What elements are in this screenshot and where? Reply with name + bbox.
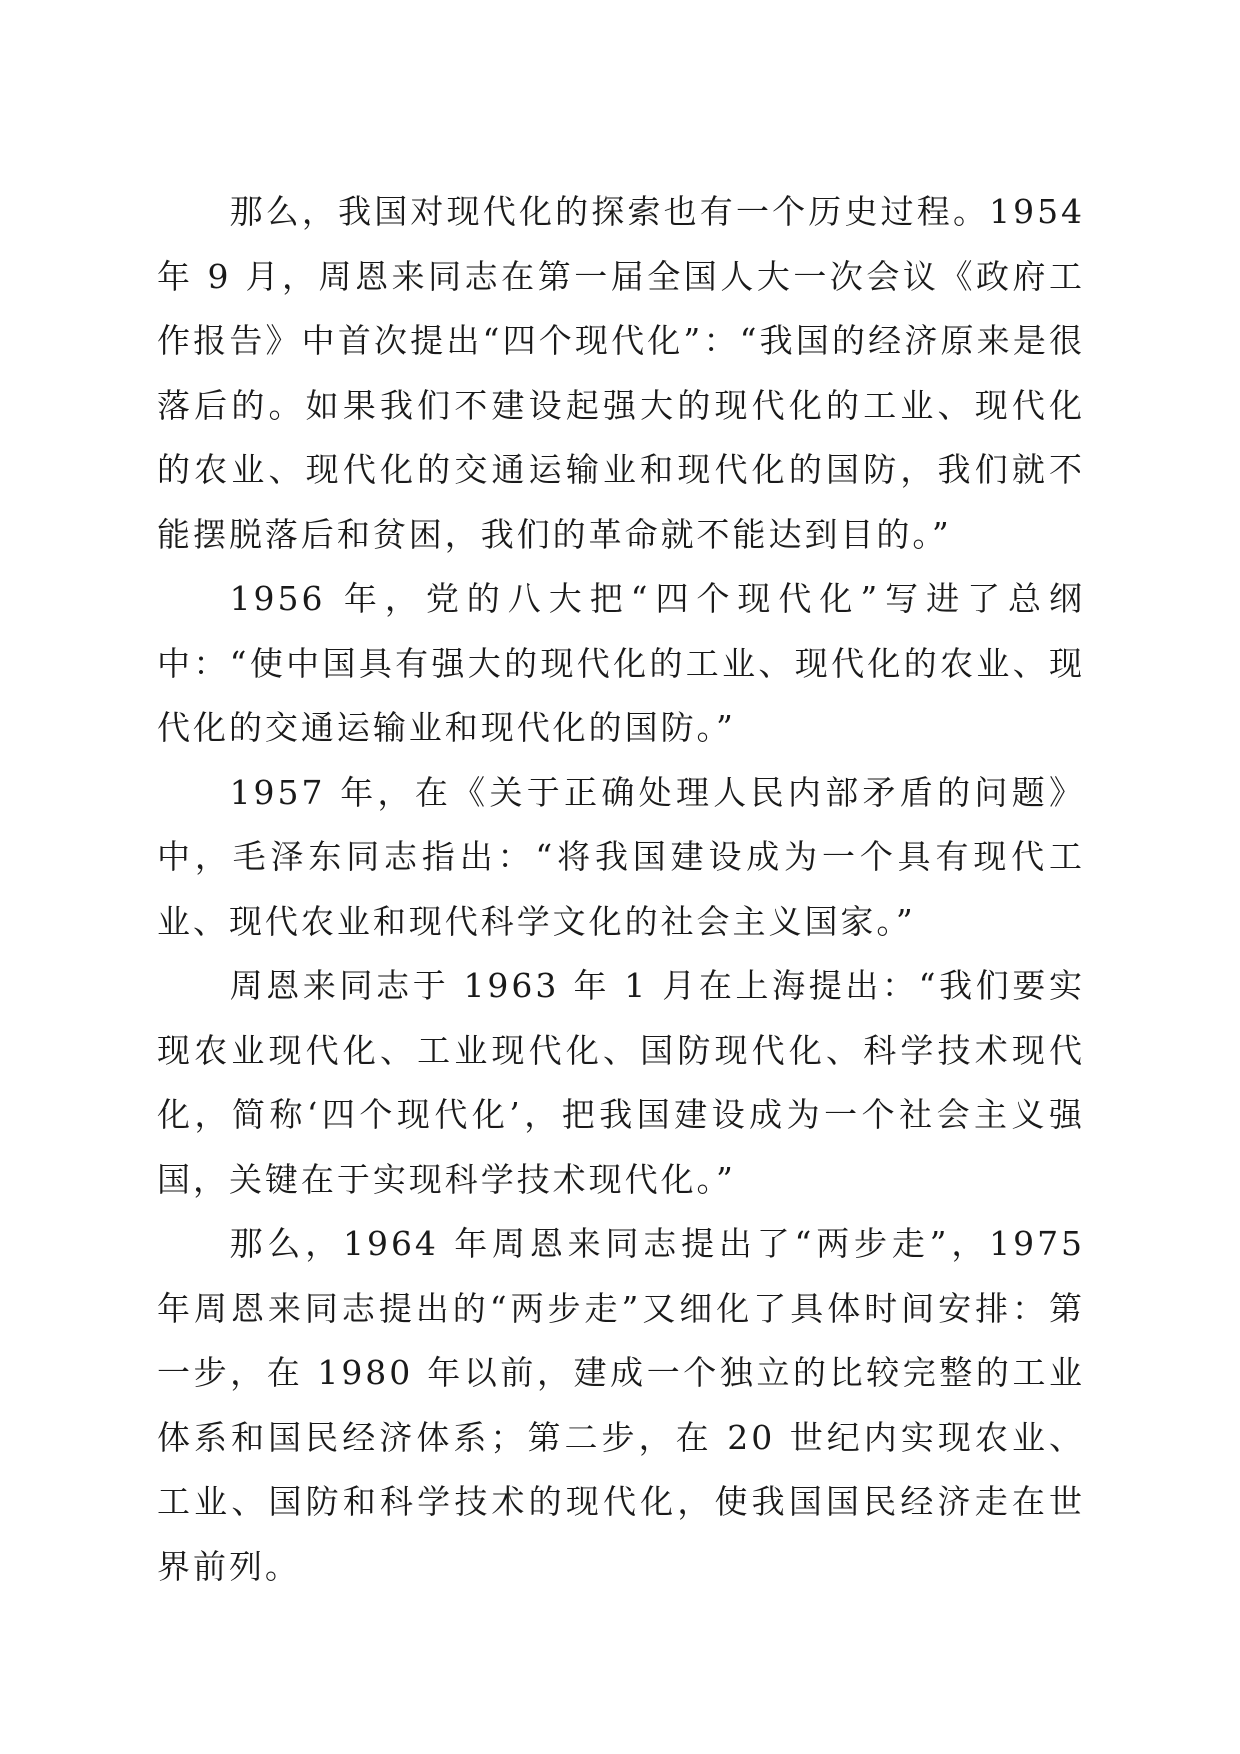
document-body bbox=[157, 180, 1085, 1599]
paragraph-2: 1956 年，党的八大把“四个现代化”写进了总纲中：“使中国具有强大的现代化的工业、现代化的农业、现代化的交通运输业和现代化的国防。” bbox=[157, 579, 1085, 747]
paragraph-5: 那么，1964 年周恩来同志提出了“两步走”，1975 年周恩来同志提出的“两步走”又细化了具体时间安排：第一步，在 1980 年以前，建成一个独立的比较完整的工业体系和国民经济体系；第二步，在 20 世纪内实现农业、工业、国防和科学技术的现代化，使我国国民经济走在世界前列。 bbox=[157, 1224, 1085, 1586]
paragraph-3: 1957 年，在《关于正确处理人民内部矛盾的问题》中，毛泽东同志指出：“将我国建设成为一个具有现代工业、现代农业和现代科学文化的社会主义国家。” bbox=[157, 772, 1085, 941]
paragraph-4: 周恩来同志于 1963 年 1 月在上海提出：“我们要实现农业现代化、工业现代化、国防现代化、科学技术现代化，简称‘四个现代化’，把我国建设成为一个社会主义强国，关键在于实现科学技术现代化。” bbox=[157, 966, 1085, 1199]
paragraph-1: 那么，我国对现代化的探索也有一个历史过程。1954 年 9 月，周恩来同志在第一届全国人大一次会议《政府工作报告》中首次提出“四个现代化”：“我国的经济原来是很落后的。如果我们不建设起强大的现代化的工业、现代化的农业、现代化的交通运输业和现代化的国防，我们就不能摆脱落后和贫困，我们的革命就不能达到目的。” bbox=[157, 192, 1085, 554]
